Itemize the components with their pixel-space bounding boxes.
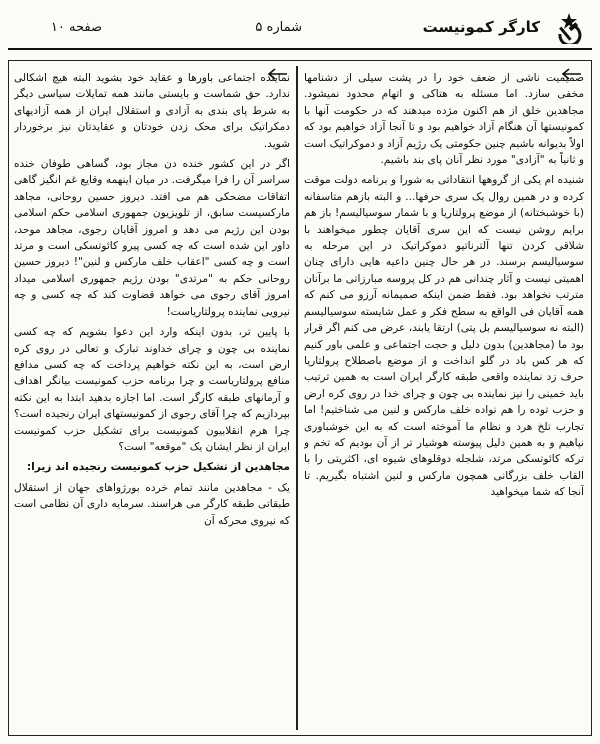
- left-paragraph-1: نماینده اجتماعی باورها و عقاید خود بشوید البته هیچ اشکالی ندارد. حق شماست و بایستی مانند همه تمایلات سیاسی دیگر به شرط پای بندی به آزادی و استقلال ایران از همه آزادیهای دمکراتیک برای محک زدن خودتان و عقایدتان نیز برخوردار شوید.: [14, 72, 290, 150]
- page-number: صفحه ۱۰: [50, 20, 102, 35]
- left-column: [14, 70, 290, 730]
- left-paragraph-2: اگر در این کشور خنده دن مجاز بود، گساهی طوفان خنده سراسر آن را فرا میگرفت. در میان اینهمه وقایع غم انگیز گاهی اتفاقات مضحکی هم می افتد. دیروز حسین روحانی، مجاهد مارکسیست سابق، از تلویزیون جمهوری اسلامی حکم اسلامی بودن این رژیم می دهد و امروز آقایان رجوی، مجاهد موحد، داور این شده است که چه کسی پیرو کائوتسکی است و مرتد است و چه کسی "اعقاب خلف مارکس و لنین"! دیروز حسین روحانی حکم به "مرتدی" بودن رژیم جمهوری اسلامی میداد امروز آقای رجوی می خواهد قضاوت کند که چه کسی و چه نیرویی نماینده پرولتاریاست!: [14, 158, 290, 318]
- masthead: [8, 8, 592, 50]
- issue-number: شماره ۵: [255, 20, 302, 35]
- left-paragraph-4: مجاهدین از تشکیل حزب کمونیست رنجیده اند زیرا:: [26, 461, 290, 474]
- column-divider: [296, 66, 298, 730]
- hammer-sickle-star-icon: [552, 12, 586, 44]
- right-paragraph-1: صمیمیت ناشی از ضعف خود را در پشت سیلی از دشنامها مخفی سازد. اما مسئله به هتاکی و اتهام محدود نمیشود. مجاهدین خلق از هم اکنون مژده میدهند که در حکومت آنها با کمونیستها آن هنگام آزاد خواهیم بود و تا آنجا آزاد خواهیم بود که اولاً بدیوانه باشیم چنین حکومتی یک رژیم آزاد و دموکراتیک است و ثانیاً به "آزادی" مورد نظر آنان پای بند باشیم.: [304, 72, 584, 167]
- right-paragraph-2: شنیده ام یکی از گروهها انتقاداتی به شورا و برنامه دولت موقت کرده و در همین روال یک سری حرفها... و البته بازهم متاسفانه (با خوشبختانه) از موضع پرولتاریا و با شمار سوسیالیسم! باز هم برایم روشن نیست که این سری آقایان چطور میخواهند با شلاقی کردن تنها آلترناتیو دموکراتیک در این مرحله به سوسیالیسم برسند. در هر حال چنین داعیه هایی دارای چنان اهمیتی نیست و آثار چندانی هم در کل پروسه مبارزاتی ما برآنان مترتب نخواهد بود. فقط ضمن اینکه صمیمانه آرزو می کنم که همه آقایان فی الواقع به سطح فکر و عمل شایسته سوسیالیسم (البته نه سوسیالیسم بل پتی) ارتقا یابند، عرض می کنم اگر قرار بود ما (مجاهدین) بدون دلیل و حجت اجتماعی و علمی باور کنیم که هر کس باد در گلو انداخت و از موضع باصطلاح پرولتاریا حرف زد نماینده واقعی طبقه کارگر ایران است به همین ترتیب باید خمینی را نیز نماینده بی چون و چرای خدا در روی کره ارض و حزب توده را هم نواده خلف مارکس و لنین می شناختیم! اما تجارب تلخ هرد و نظام ما آموخته است که به این خوشباوری نپاهیم و به همین دلیل پیوسته هوشیار تر از آن بودیم که تخم و ترکه کائوتسکی مرتد، شلجله دوقلوهای شیوه ای، اکثریتی را با القاب خلف بزرگانی همچون مارکس و لنین اشتباه بگیریم. تا آنجا که شما میخواهید: [304, 174, 584, 499]
- left-paragraph-3: با پایین تر، بدون اینکه وارد این دعوا بشویم که چه کسی نماینده بی چون و چرای خداوند تبارک و تعالی در روی کره ارض است، به این نکته خواهیم پرداخت که چه کسی مدافع منافع پرولتاریاست و چرا برنامه حزب کمونیست بیانگر اهداف و آرمانهای طبقه کارگر است. اما اجازه بدهید ابتدا به این نکته بپردازیم که چرا آقای رجوی از کمونیستهای ایران رنجیده است؟ چرا هرم انقلابیون کمونیست برای تشکیل حزب کمونیست ایران از نظر ایشان یک "موقعه" است؟: [14, 326, 290, 453]
- left-paragraph-5: یک - مجاهدین مانند تمام خرده بورژواهای جهان از استقلال طبقاتی طبقه کارگر می هراسند. سرمایه داری آن نظامی است که نیروی محرکه آن: [14, 481, 290, 527]
- paper-name: کارگر کمونیست: [422, 18, 540, 36]
- right-column: [304, 70, 584, 730]
